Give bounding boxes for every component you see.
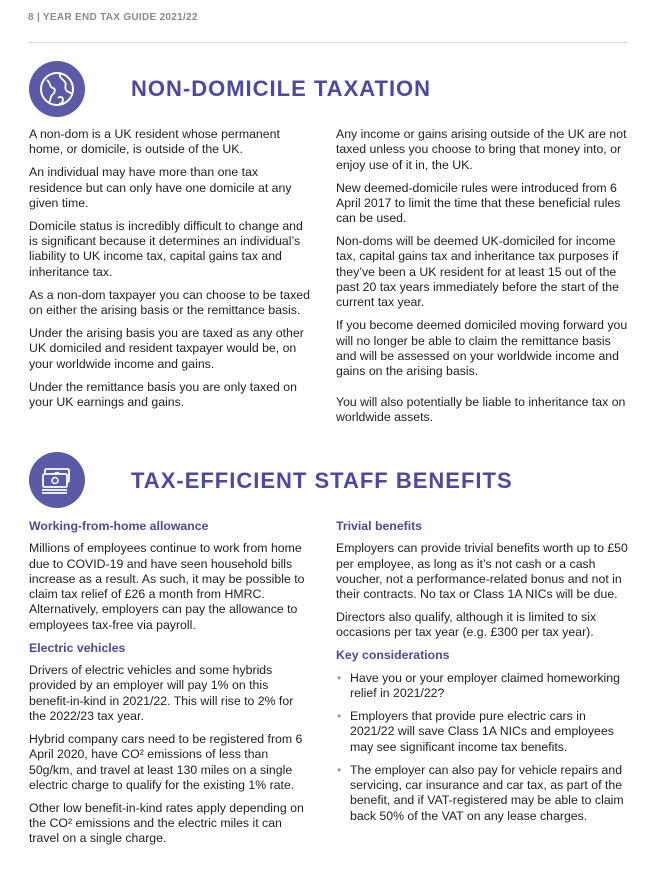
paragraph: Under the arising basis you are taxed as any other UK domiciled and resident taxpayer would be, on your worldwide income and gains. — [29, 326, 304, 371]
globe-icon — [29, 61, 85, 117]
paragraph: Under the remittance basis you are only taxed on your UK earnings and gains. — [29, 379, 297, 409]
list-item: • Employers that provide pure electric cars in 2021/22 will save Class 1A NICs and employees may see significant income tax benefits. — [336, 709, 630, 755]
paragraph: Domicile status is incredibly difficult to change and is significant because it determines an individual’s liability to UK income tax, capital gains tax and inheritance tax. — [29, 218, 303, 279]
benefits-right-column — [336, 519, 630, 831]
non-dom-right-column — [336, 127, 630, 433]
paragraph: Drivers of electric vehicles and some hybrids provided by an employer will pay 1% on this benefit-in-kind in 2021/22. This will rise to 2% for the 2022/23 tax year. — [29, 663, 294, 723]
paragraph: A non-dom is a UK resident whose permanent home, or domicile, is outside of the UK. — [29, 127, 280, 157]
non-dom-left-column — [29, 127, 311, 418]
page-header: 8 | YEAR END TAX GUIDE 2021/22 — [28, 12, 198, 23]
paragraph: New deemed-domicile rules were introduced from 6 April 2017 to limit the time that these beneficial rules can be used. — [336, 180, 621, 226]
subheading-ev: Electric vehicles — [29, 640, 126, 655]
paragraph: Non-doms will be deemed UK-domiciled for income tax, capital gains tax and inheritance tax purposes if they’ve been a UK resident for at least 15 out of the past 20 tax years immediately before the start of the current tax year. — [336, 234, 619, 310]
subheading-trivial: Trivial benefits — [336, 519, 423, 533]
paragraph: Millions of employees continue to work from home due to COVID-19 and have seen household bills increase as a result. As such, it may be possible to claim tax relief of £26 a month from HMRC. Alternatively, employers can pay the allowance to employees tax-free via payroll. — [29, 541, 305, 632]
paragraph: Other low benefit-in-kind rates apply depending on the CO² emissions and the electric miles it can travel on a single charge. — [29, 800, 304, 846]
benefits-left-column — [29, 519, 311, 854]
paragraph: An individual may have more than one tax residence but can only have one domicile at any given time. — [29, 165, 292, 210]
paragraph: Directors also qualify, although it is limited to six occasions per tax year (e.g. £300 per tax year). — [336, 610, 597, 640]
money-stack-icon — [29, 452, 85, 508]
section-title-staff-benefits: TAX-EFFICIENT STAFF BENEFITS — [131, 468, 513, 493]
list-item: • The employer can also pay for vehicle repairs and servicing, car insurance and car tax, as part of the benefit, and if VAT-registered may be able to claim back 50% of the VAT on any lease charges. — [336, 763, 630, 824]
paragraph: Employers can provide trivial benefits worth up to £50 per employee, as long as it’s not cash or a cash voucher, not a performance-related bonus and not in their contracts. No tax or Class 1A NICs will be due. — [336, 541, 628, 602]
paragraph: Any income or gains arising outside of the UK are not taxed unless you choose to bring that money into, or enjoy use of it in, the UK. — [336, 127, 627, 172]
subheading-key-considerations: Key considerations — [336, 648, 450, 663]
section-title-non-domicile: NON-DOMICILE TAXATION — [131, 76, 432, 101]
subheading-wfh: Working-from-home allowance — [29, 519, 209, 533]
key-considerations-list — [336, 671, 630, 824]
header-divider — [28, 42, 628, 43]
paragraph: You will also potentially be liable to inheritance tax on worldwide assets. — [336, 394, 626, 424]
paragraph: Hybrid company cars need to be registered from 6 April 2020, have CO² emissions of less than 50g/km, and travel at least 130 miles on a single electric charge to qualify for the existing 1% rate. — [29, 731, 303, 792]
paragraph: If you become deemed domiciled moving forward you will no longer be able to claim the remittance basis and will be assessed on your worldwide income and gains on the arising basis. — [336, 318, 628, 379]
list-item: • Have you or your employer claimed homeworking relief in 2021/22? — [336, 671, 630, 702]
paragraph: As a non-dom taxpayer you can choose to be taxed on either the arising basis or the remittance basis. — [29, 287, 310, 318]
